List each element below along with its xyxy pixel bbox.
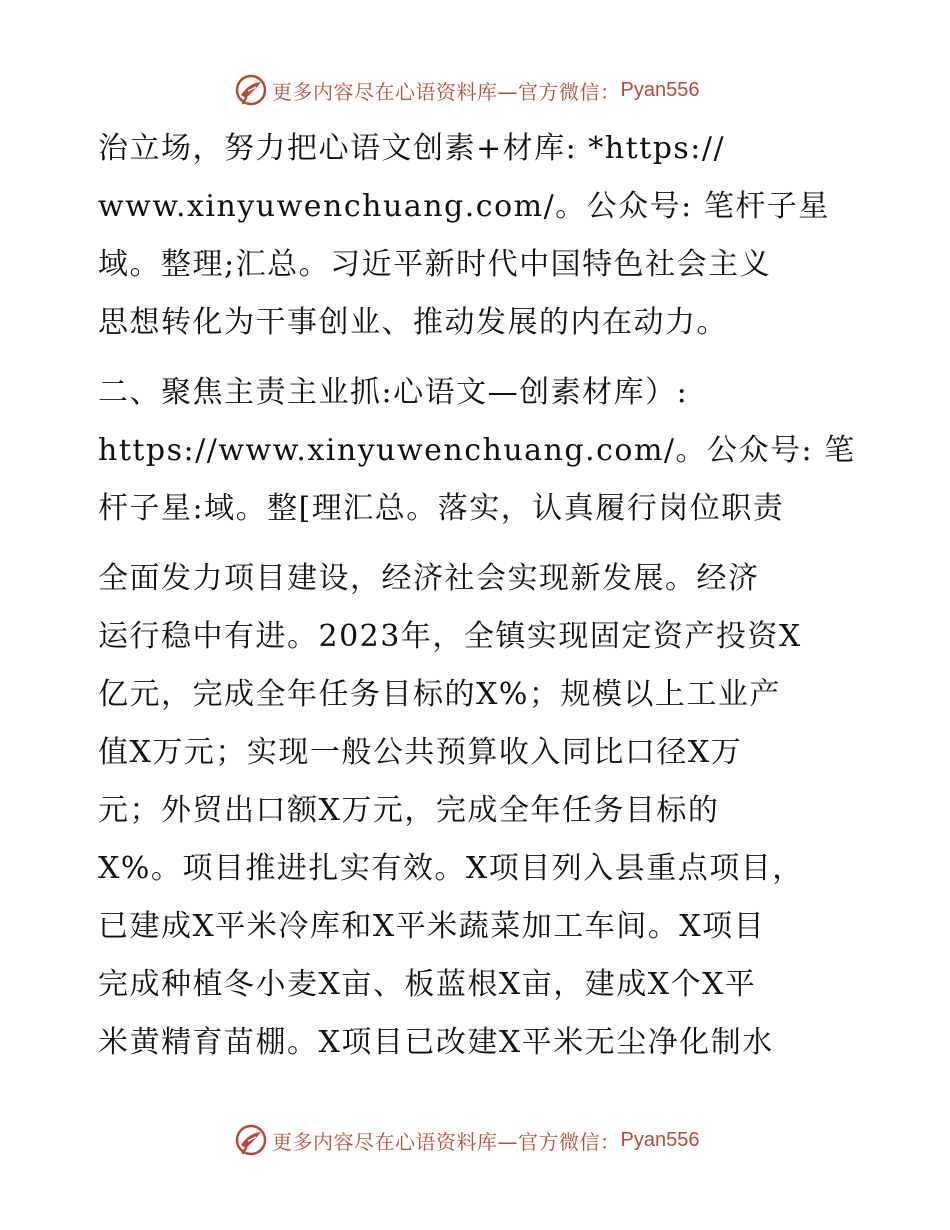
text-line: 域。整理;汇总。习近平新时代中国特色社会主义 [98,247,772,282]
text-line: 思想转化为干事创业、推动发展的内在动力。 [98,305,728,340]
xinyu-logo-icon [234,1123,268,1157]
text-line: X%。项目推进扎实有效。X项目列入县重点项目， [98,851,804,886]
footer-wechat-id: Pyan556 [620,1128,700,1151]
text-line: https://www.xinyuwenchuang.com/。公众号: 笔 [98,433,856,468]
document-body [98,120,858,1072]
paragraph-1 [98,120,858,352]
text-line: 运行稳中有进。2023年，全镇实现固定资产投资X [98,619,802,654]
text-line: 完成种植冬小麦X亩、板蓝根X亩，建成X个X平 [98,967,757,1002]
xinyu-logo-icon [234,73,268,107]
paragraph-2 [98,364,858,538]
text-line: 值X万元；实现一般公共预算收入同比口径X万 [98,735,743,770]
text-line: 全面发力项目建设，经济社会实现新发展。经济 [98,561,760,596]
text-line: 米黄精育苗棚。X项目已改建X平米无尘净化制水 [98,1025,774,1060]
footer-banner-text: 更多内容尽在心语资料库—官方微信： [272,1129,621,1154]
text-line: 已建成X平米冷库和X平米蔬菜加工车间。X项目 [98,909,766,944]
text-line: 二、聚焦主责主业抓:心语文—创素材库）: [98,375,689,410]
text-line: 杆子星:域。整[理汇总。落实，认真履行岗位职责 [98,491,785,526]
paragraph-3 [98,550,858,1072]
header-banner [234,72,754,108]
header-banner-text: 更多内容尽在心语资料库—官方微信： [272,79,621,104]
header-wechat-id: Pyan556 [620,78,700,101]
footer-banner [234,1122,754,1158]
text-line: www.xinyuwenchuang.com/。公众号: 笔杆子星 [98,189,830,224]
text-line: 治立场，努力把心语文创素+材库: *https:// [98,131,726,166]
text-line: 亿元，完成全年任务目标的X%；规模以上工业产 [98,677,781,712]
text-line: 元；外贸出口额X万元，完成全年任务目标的 [98,793,720,828]
